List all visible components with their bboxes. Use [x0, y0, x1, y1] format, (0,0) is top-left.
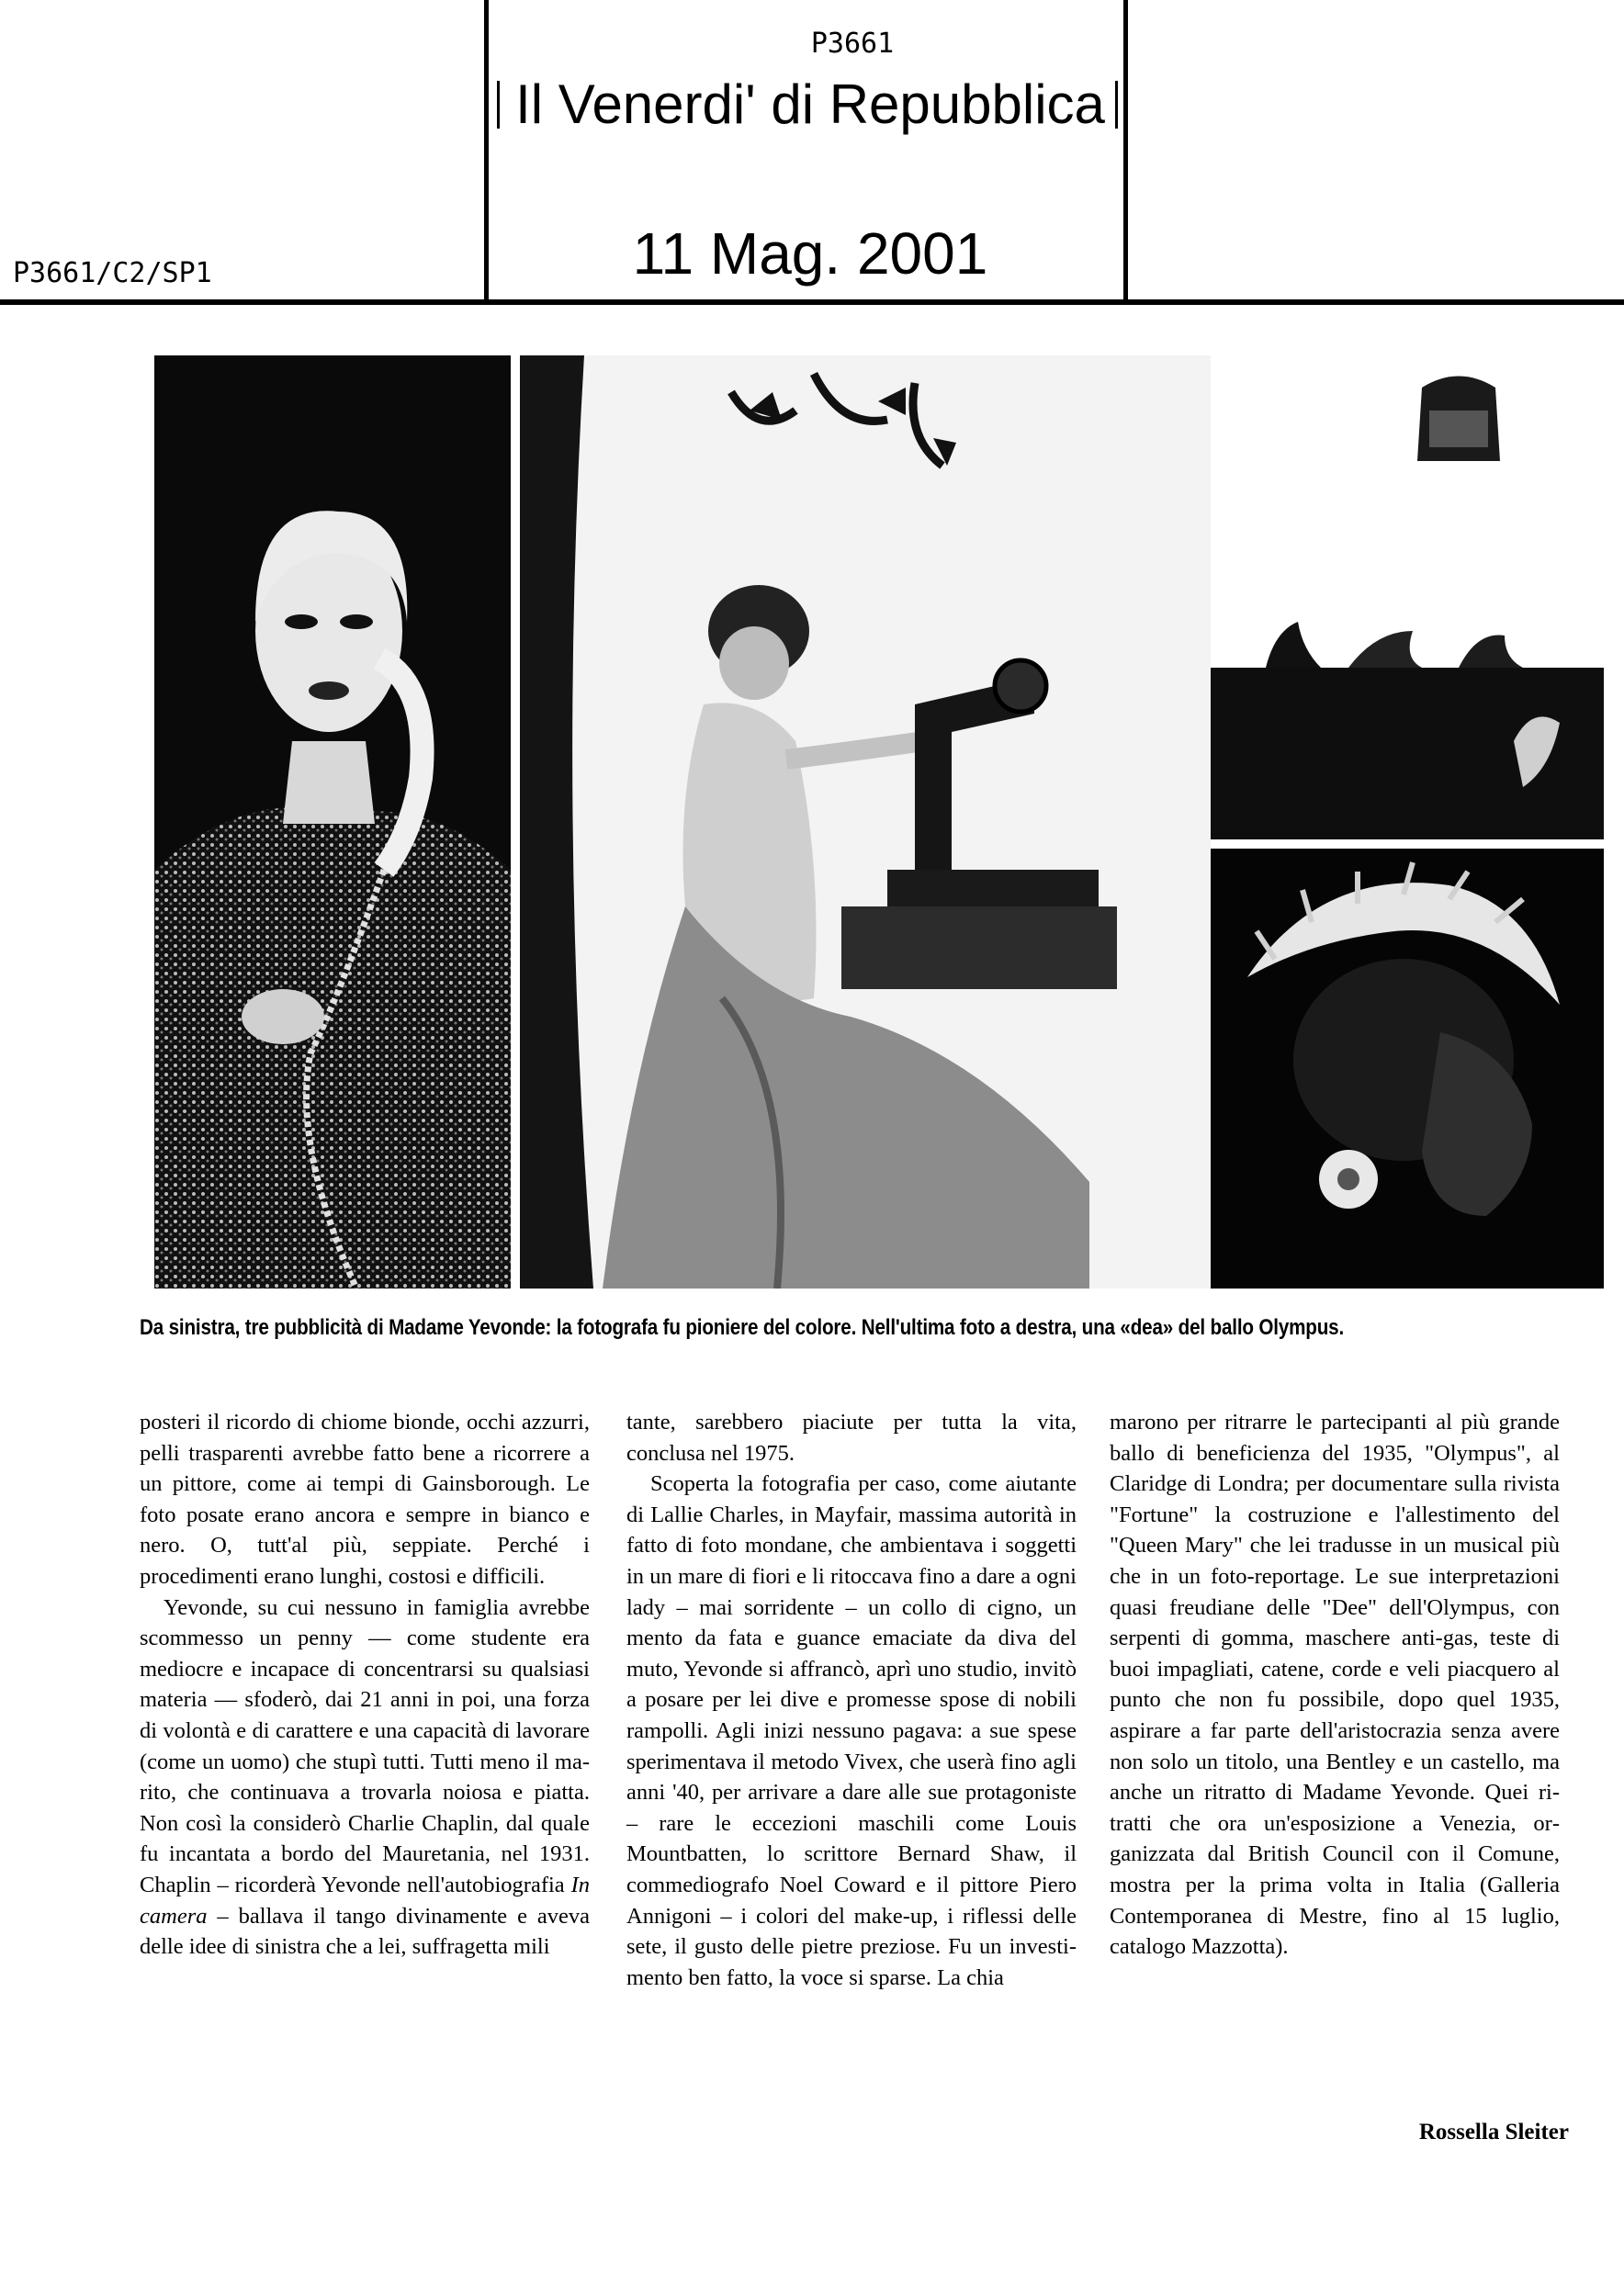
article-column-2	[626, 1407, 1077, 1993]
article-paragraph: marono per ritrarre le partecipanti al più grande ballo di beneficienza del 1935, "Olympus", al Claridge di Londra; per documentare sulla rivista "Fortune" la costruzione e l'allestimento del "Queen Mary" che lei tradusse in un musical più che in un foto-reportage. Le sue interpretazioni quasi freudiane delle "Dee" dell'Olympus, con serpenti di gomma, maschere anti-gas, teste di buoi impagliati, catene, corde e veli piacquero al punto che non fu possibile, dopo quel 1935, aspirare a far parte dell'aristocrazia senza avere non solo un titolo, una Bentley e un castello, ma anche un ritratto di Madame Yevonde. Quei ritratti che ora un'esposizione a Venezia, organizzata dal British Council con il Comune, mostra per la prima volta in Italia (Galleria Contemporanea di Mestre, fino al 15 luglio, catalogo Mazzotta).	[1110, 1410, 1560, 1960]
archive-reference: P3661/C2/SP1	[13, 257, 212, 289]
header-code: P3661	[810, 28, 895, 60]
publication-date: 11 Mag. 2001	[632, 220, 988, 287]
title-bracket-left	[497, 81, 500, 129]
article-column-1	[140, 1407, 590, 1963]
photo-caption: Da sinistra, tre pubblicità di Madame Yevonde: la fotografa fu pioniere del colore. Nell'ultima foto a destra, una «dea» del ballo Olympus.	[140, 1315, 1345, 1340]
author-signature: Rossella Sleiter	[1418, 2120, 1569, 2144]
photo-lamp-figures	[1211, 355, 1604, 839]
header-divider-left	[484, 0, 489, 303]
article-paragraph	[140, 1593, 590, 1963]
article-paragraph: posteri il ricordo di chiome bionde, occhi azzurri, pelli trasparenti avrebbe fatto bene a ricorrere a un pittore, come ai tempi di Gainsborough. Le foto posate erano ancora e sempre in bianco e nero. O, tutt'al più, seppiate. Perché i procedimenti erano lunghi, costosi e difficili.	[140, 1410, 590, 1589]
article-paragraph: Scoperta la fotografia per caso, come aiutante di Lallie Charles, in Mayfair, massima autorità in fatto di foto mondane, che ambientava i soggetti in un mare di fiori e li ritoccava fino a dare a ogni lady – mai sorridente – un collo di cigno, un mento da fata e guance emaciate da diva del muto, Yevonde si affrancò, aprì uno studio, invitò a posare per lei dive e promesse spose di nobili rampolli. Agli inizi nessuno pagava: a sue spese sperimentava il metodo Vivex, che userà fino agli anni '40, per arrivare a dare alle sue protagoniste – rare le eccezioni maschili come Louis Mountbatten, lo scrittore Bernard Shaw, il commediografo Noel Coward e il pittore Piero Annigoni – i colori del make-up, i riflessi delle sete, il gusto delle pietre preziose. Fu un investimento ben fatto, la voce si sparse. La chia	[626, 1471, 1077, 1990]
photo-goddess-headdress	[1211, 849, 1604, 1289]
photo-woman-sewing-machine	[520, 355, 1211, 1289]
title-bracket-right	[1115, 81, 1118, 129]
article-paragraph: tante, sarebbero piaciute per tutta la vita, conclusa nel 1975.	[626, 1410, 1077, 1466]
book-title: In camera	[140, 1872, 590, 1929]
photo-woman-telephone	[154, 355, 511, 1289]
article-text: Yevonde, su cui nessuno in famiglia avrebbe scommesso un penny — come studente era mediocre e incapace di concentrarsi su qualsiasi materia — sfoderò, dai 21 anni in poi, una forza di volontà e di carattere e una capacità di lavorare (come un uomo) che stupì tutti. Tutti meno il marito, che continuava a trovarla noiosa e piatta. Non così la considerò Charlie Chaplin, dal quale fu incantata a bordo del Mauretania, nel 1931. Chaplin – ricorderà Yevonde nell'autobiografia	[140, 1594, 590, 1897]
header-rule	[0, 299, 1624, 305]
header-divider-right	[1123, 0, 1128, 303]
article-column-3	[1110, 1407, 1560, 1963]
article-text: – ballava il tango divinamente e aveva delle idee di sinistra che a lei, suffragetta mili	[140, 1903, 590, 1960]
publication-title: Il Venerdi' di Repubblica	[515, 73, 1105, 135]
